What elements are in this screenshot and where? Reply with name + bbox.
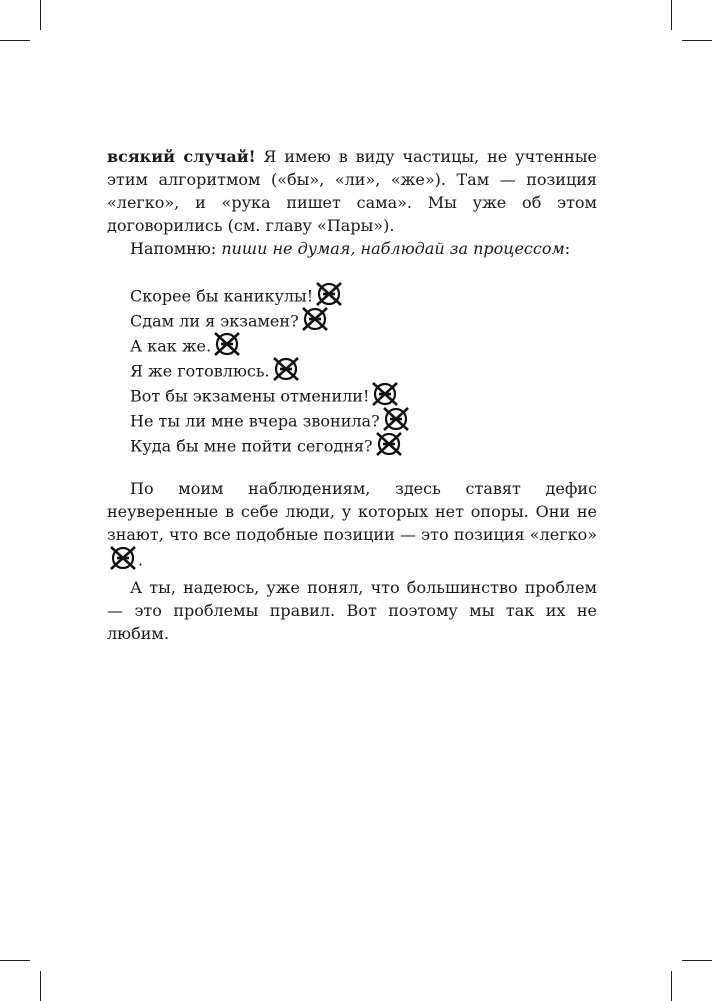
crossed-hyphen-icon [374, 429, 404, 459]
crop-mark-top-right-h [682, 40, 712, 41]
crop-mark-bottom-right-h [682, 960, 712, 961]
example-item [130, 407, 597, 432]
example-text: Куда бы мне пойти сегодня? [130, 436, 373, 456]
paragraph-1-text: Я имею в виду частицы, не учтенные этим алгоритмом («бы», «ли», «же»). Там — позиция «легко», и «рука пишет сама». Мы уже об этом договорились (см. главу «Пары»). [107, 147, 597, 235]
crop-mark-top-left-h [0, 40, 30, 41]
crossed-hyphen-icon [271, 354, 301, 384]
paragraph-3 [107, 477, 597, 576]
crossed-hyphen-icon [212, 329, 242, 359]
paragraph-4 [107, 576, 597, 645]
crossed-hyphen-icon [108, 543, 138, 573]
crossed-hyphen-icon [300, 304, 330, 334]
example-item [130, 307, 597, 332]
paragraph-3-end: . [138, 550, 144, 570]
paragraph-3-text: По моим наблюдениям, здесь ставят дефис неуверенные в себе люди, у которых нет опоры. Они не знают, что все подобные позиции — это позиция «легко» [107, 479, 597, 544]
paragraph-1 [107, 145, 597, 237]
crop-mark-top-right [671, 0, 672, 30]
paragraph-2 [107, 237, 597, 260]
example-item [130, 382, 597, 407]
crop-mark-bottom-left [40, 971, 41, 1001]
example-item [130, 432, 597, 457]
paragraph-4-text: А ты, надеюсь, уже понял, что большинство проблем — это проблемы правил. Вот поэтому мы так их не любим. [107, 578, 597, 643]
example-text: Сдам ли я экзамен? [130, 311, 299, 331]
crop-mark-top-left [40, 0, 41, 30]
crop-mark-bottom-right [671, 971, 672, 1001]
example-text: А как же. [130, 336, 212, 356]
example-item [130, 332, 597, 357]
example-text: Я же готовлюсь. [130, 361, 270, 381]
example-item [130, 282, 597, 307]
example-text: Вот бы экзамены отменили! [130, 386, 370, 406]
paragraph-2-lead: Напомню: [130, 239, 222, 258]
crop-mark-bottom-left-h [0, 960, 30, 961]
example-text: Не ты ли мне вчера звонила? [130, 411, 380, 431]
bold-phrase: всякий случай! [107, 147, 256, 166]
example-text: Скорее бы каникулы! [130, 286, 314, 306]
example-item [130, 357, 597, 382]
paragraph-2-tail: : [564, 239, 571, 258]
example-list [130, 282, 597, 457]
italic-instruction: пиши не думая, наблюдай за процессом [221, 239, 565, 258]
page-body [107, 145, 597, 645]
